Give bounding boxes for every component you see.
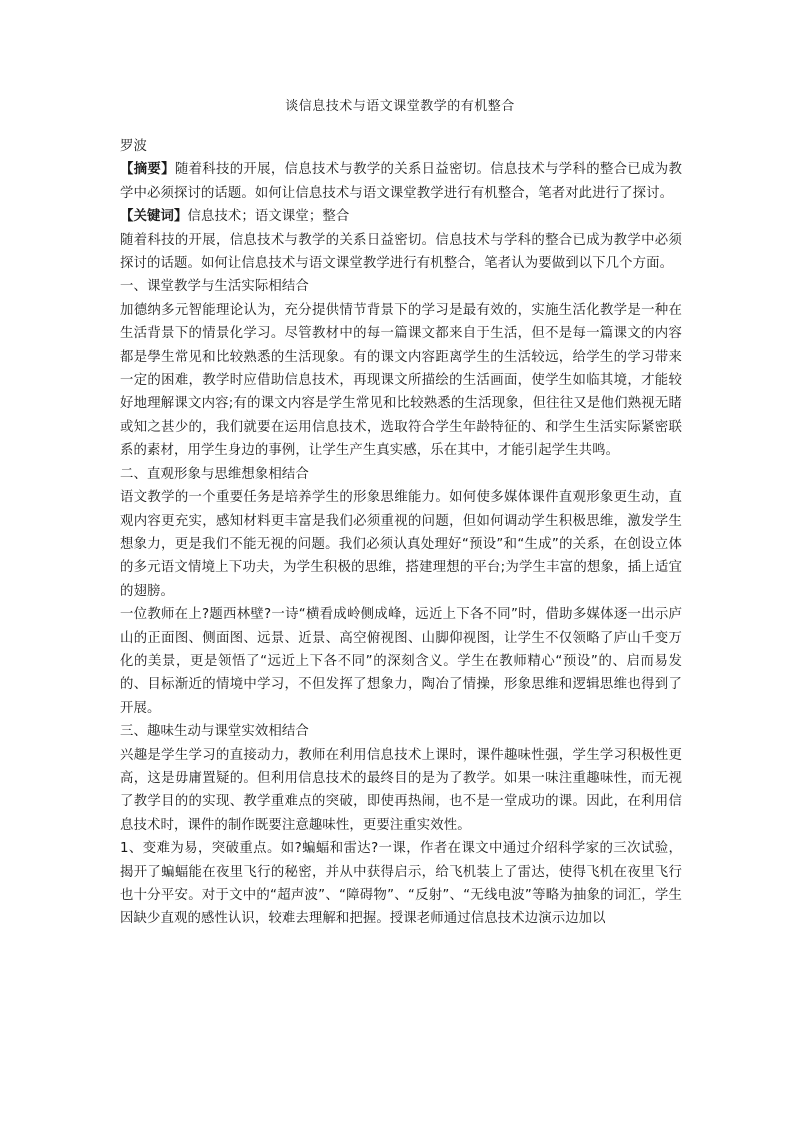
abstract-label: 【摘要】 xyxy=(120,162,175,178)
section-heading-2: 二、直观形象与思维想象相结合 xyxy=(120,466,309,482)
author-line: 罗波 xyxy=(120,139,147,154)
keywords-text: 信息技术；语文课堂；整合 xyxy=(187,209,350,225)
section-heading-1: 一、课堂教学与生活实际相结合 xyxy=(120,279,309,295)
section-heading-3: 三、趣味生动与课堂实效相结合 xyxy=(120,724,309,740)
section-3-paragraph-1: 兴趣是学生学习的直接动力，教师在利用信息技术上课时，课件趣味性强，学生学习积极性更高，这是毋庸置疑的。但利用信息技术的最终目的是为了教学。如果一味注重趣味性，而无视了教学目的的实现、教学重难点的突破，即使再热闹，也不是一堂成功的课。因此，在利用信息技术时，课件的制作既要注意趣味性，更要注重实效性。 xyxy=(120,747,682,833)
keywords-label: 【关键词】 xyxy=(120,209,188,225)
section-2-paragraph-1: 语文教学的一个重要任务是培养学生的形象思维能力。如何使多媒体课件直观形象更生动，直观内容更充实，感知材料更丰富是我们必须重视的问题，但如何调动学生积极思维，激发学生想象力，更是我们不能无视的问题。我们必须认真处理好“预设”和“生成”的关系，在创设立体的多元语文情境上下功夫，为学生积极的思维，搭建理想的平台;为学生丰富的想象，插上适宜的翅膀。 xyxy=(120,490,682,599)
intro-paragraph: 随着科技的开展，信息技术与教学的关系日益密切。信息技术与学科的整合已成为教学中必须探讨的话题。如何让信息技术与语文课堂教学进行有机整合，笔者认为要做到以下几个方面。 xyxy=(120,232,682,272)
section-3-paragraph-2: 1、变难为易，突破重点。如?蝙蝠和雷达?一课，作者在课文中通过介绍科学家的三次试验，揭开了蝙蝠能在夜里飞行的秘密，并从中获得启示，给飞机装上了雷达，使得飞机在夜里飞行也十分平安。对于文中的“超声波”、“障碍物”、“反射”、“无线电波”等略为抽象的词汇，学生因缺少直观的感性认识，较难去理解和把握。授课老师通过信息技术边演示边加以 xyxy=(120,841,682,927)
document-title: 谈信息技术与语文课堂教学的有机整合 xyxy=(285,99,515,114)
document-body xyxy=(120,135,682,931)
section-2-paragraph-2: 一位教师在上?题西林壁?一诗“横看成岭侧成峰，远近上下各不同”时，借助多媒体逐一出示庐山的正面图、侧面图、远景、近景、高空俯视图、山脚仰视图，让学生不仅领略了庐山千变万化的美景，更是领悟了“远近上下各不同”的深刻含义。学生在教师精心“预设”的、启而易发的、目标渐近的情境中学习，不但发挥了想象力，陶冶了情操，形象思维和逻辑思维也得到了开展。 xyxy=(120,607,682,716)
abstract-text: 随着科技的开展，信息技术与教学的关系日益密切。信息技术与学科的整合已成为教学中必须探讨的话题。如何让信息技术与语文课堂教学进行有机整合，笔者对此进行了探讨。 xyxy=(120,162,682,201)
abstract-paragraph xyxy=(120,158,682,205)
keywords-paragraph xyxy=(120,205,682,228)
section-1-paragraph: 加德纳多元智能理论认为，充分提供情节背景下的学习是最有效的，实施生活化教学是一种在生活背景下的情景化学习。尽管教材中的每一篇课文都来自于生活，但不是每一篇课文的内容都是學生常见和比较熟悉的生活现象。有的课文内容距离学生的生活较远，给学生的学习带来一定的困难，教学时应借助信息技术，再现课文所描绘的生活画面，使学生如临其境，才能较好地理解课文内容;有的课文内容是学生常见和比较熟悉的生活现象，但往往又是他们熟视无睹或知之甚少的，我们就要在运用信息技术，选取符合学生年龄特征的、和学生生活实际紧密联系的素材，用学生身边的事例，让学生产生真实感，乐在其中，才能引起学生共鸣。 xyxy=(120,302,682,459)
